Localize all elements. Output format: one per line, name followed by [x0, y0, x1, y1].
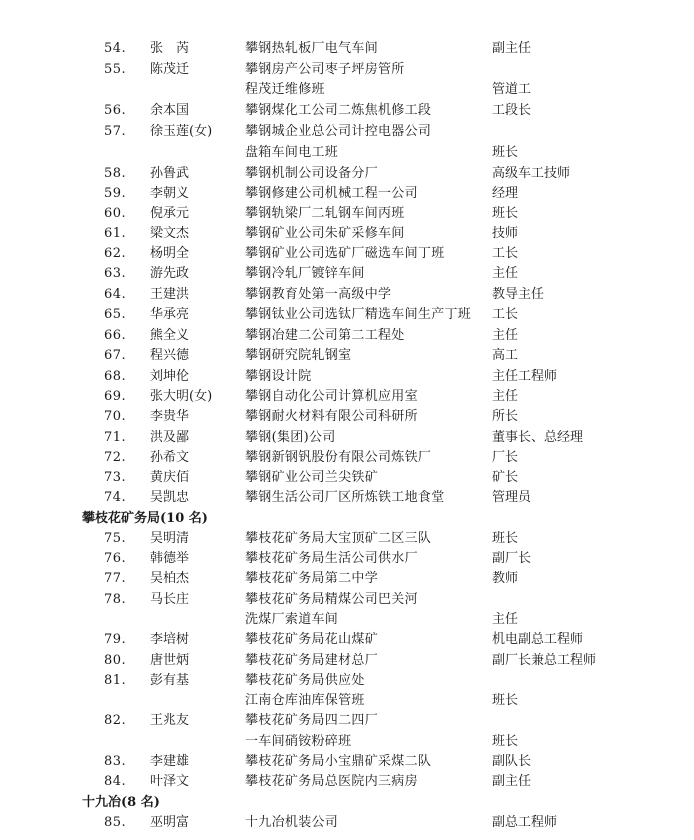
- entry-number: 66.: [104, 328, 127, 343]
- entry-number: 57.: [104, 124, 127, 139]
- person-name: 吴明清: [150, 531, 190, 546]
- list-item: [0, 39, 694, 59]
- person-name: 巫明富: [150, 815, 190, 830]
- job-title: 班长: [492, 145, 519, 160]
- work-unit: 攀钢矿业公司选矿厂磁选车间丁班: [245, 246, 445, 261]
- work-unit: 攀枝花矿务局第二中学: [245, 571, 379, 586]
- job-title: 技师: [492, 226, 519, 241]
- list-item: [0, 772, 694, 792]
- list-item: [0, 813, 694, 833]
- list-item: [0, 732, 694, 752]
- person-name: 游先政: [150, 266, 190, 281]
- work-unit: 攀钢冷轧厂镀锌车间: [245, 266, 365, 281]
- work-unit: 攀钢(集团)公司: [245, 430, 336, 445]
- person-name: 梁文杰: [150, 226, 190, 241]
- list-item: [0, 367, 694, 387]
- entry-number: 71.: [104, 430, 127, 445]
- entry-number: 62.: [104, 246, 127, 261]
- section-heading-19ye: 十九冶(8 名): [82, 795, 160, 810]
- person-name: 刘坤伦: [150, 369, 190, 384]
- work-unit: 攀钢冶建二公司第二工程处: [245, 328, 405, 343]
- list-item: [0, 651, 694, 671]
- entry-number: 83.: [104, 754, 127, 769]
- job-title: 班长: [492, 206, 519, 221]
- entry-number: 67.: [104, 348, 127, 363]
- work-unit: 攀钢生活公司厂区所炼铁工地食堂: [245, 490, 445, 505]
- job-title: 班长: [492, 531, 519, 546]
- entry-number: 59.: [104, 186, 127, 201]
- list-item: [0, 346, 694, 366]
- person-name: 唐世炳: [150, 653, 190, 668]
- list-item: [0, 285, 694, 305]
- list-item: [0, 184, 694, 204]
- work-unit: 攀枝花矿务局小宝鼎矿采煤二队: [245, 754, 432, 769]
- list-item: [0, 60, 694, 80]
- job-title: 机电副总工程师: [492, 632, 584, 647]
- entry-number: 73.: [104, 470, 127, 485]
- job-title: 主任: [492, 612, 519, 627]
- work-unit: 盘箱车间电工班: [245, 145, 339, 160]
- entry-number: 68.: [104, 369, 127, 384]
- list-item: [0, 610, 694, 630]
- work-unit: 十九冶机装公司: [245, 815, 339, 830]
- job-title: 管道工: [492, 82, 532, 97]
- list-item: [0, 264, 694, 284]
- section-heading-panzhihua: 攀枝花矿务局(10 名): [82, 511, 208, 526]
- list-item: [0, 101, 694, 121]
- person-name: 马长庄: [150, 592, 190, 607]
- person-name: 倪承元: [150, 206, 190, 221]
- person-name: 程兴德: [150, 348, 190, 363]
- person-name: 叶泽文: [150, 774, 190, 789]
- work-unit: 攀钢耐火材料有限公司科研所: [245, 409, 418, 424]
- entry-number: 61.: [104, 226, 127, 241]
- person-name: 李培树: [150, 632, 190, 647]
- work-unit: 江南仓库油库保管班: [245, 693, 365, 708]
- work-unit: 攀枝花矿务局建材总厂: [245, 653, 379, 668]
- person-name: 吴柏杰: [150, 571, 190, 586]
- work-unit: 攀枝花矿务局精煤公司巴关河: [245, 592, 418, 607]
- work-unit: 攀枝花矿务局生活公司供水厂: [245, 551, 418, 566]
- person-name: 华承亮: [150, 307, 190, 322]
- person-name: 吴凯忠: [150, 490, 190, 505]
- job-title: 副主任: [492, 774, 532, 789]
- list-item: [0, 590, 694, 610]
- list-item: [0, 468, 694, 488]
- list-item: [0, 671, 694, 691]
- list-item: [0, 428, 694, 448]
- person-name: 洪及鄙: [150, 430, 190, 445]
- job-title: 工长: [492, 307, 519, 322]
- job-title: 主任: [492, 266, 519, 281]
- entry-number: 77.: [104, 571, 127, 586]
- list-item: [0, 224, 694, 244]
- person-name: 徐玉莲(女): [150, 124, 213, 139]
- entry-number: 60.: [104, 206, 127, 221]
- work-unit: 攀钢矿业公司朱矿采修车间: [245, 226, 405, 241]
- job-title: 副厂长: [492, 551, 532, 566]
- list-item: [0, 122, 694, 142]
- job-title: 副主任: [492, 41, 532, 56]
- person-name: 黄庆佰: [150, 470, 190, 485]
- entry-number: 58.: [104, 166, 127, 181]
- person-name: 李朝义: [150, 186, 190, 201]
- work-unit: 攀枝花矿务局总医院内三病房: [245, 774, 418, 789]
- person-name: 孙希文: [150, 450, 190, 465]
- entry-number: 76.: [104, 551, 127, 566]
- person-name: 张大明(女): [150, 389, 213, 404]
- list-item: [0, 691, 694, 711]
- list-item: [0, 244, 694, 264]
- job-title: 高级车工技师: [492, 166, 571, 181]
- list-item: [0, 80, 694, 100]
- work-unit: 洗煤厂索道车间: [245, 612, 339, 627]
- list-item: [0, 711, 694, 731]
- person-name: 李贵华: [150, 409, 190, 424]
- work-unit: 攀枝花矿务局花山煤矿: [245, 632, 379, 647]
- work-unit: 攀钢轨梁厂二轧钢车间丙班: [245, 206, 405, 221]
- list-item: [0, 549, 694, 569]
- work-unit: 攀枝花矿务局大宝顶矿二区三队: [245, 531, 432, 546]
- work-unit: 攀钢修建公司机械工程一公司: [245, 186, 418, 201]
- list-item: [0, 529, 694, 549]
- person-name: 彭有基: [150, 673, 190, 688]
- job-title: 董事长、总经理: [492, 430, 584, 445]
- work-unit: 攀钢钛业公司选钛厂精选车间生产丁班: [245, 307, 472, 322]
- list-item: [0, 164, 694, 184]
- job-title: 主任: [492, 328, 519, 343]
- work-unit: 一车间硝铵粉碎班: [245, 734, 352, 749]
- entry-number: 72.: [104, 450, 127, 465]
- list-item: [0, 488, 694, 508]
- entry-number: 69.: [104, 389, 127, 404]
- list-item: [0, 305, 694, 325]
- list-item: [0, 387, 694, 407]
- job-title: 主任: [492, 389, 519, 404]
- entry-number: 70.: [104, 409, 127, 424]
- entry-number: 78.: [104, 592, 127, 607]
- list-item: [0, 752, 694, 772]
- job-title: 教师: [492, 571, 519, 586]
- entry-number: 85.: [104, 815, 127, 830]
- entry-number: 55.: [104, 62, 127, 77]
- person-name: 熊全义: [150, 328, 190, 343]
- job-title: 副队长: [492, 754, 532, 769]
- list-item: [0, 143, 694, 163]
- job-title: 班长: [492, 734, 519, 749]
- entry-number: 65.: [104, 307, 127, 322]
- work-unit: 攀钢设计院: [245, 369, 312, 384]
- work-unit: 攀钢机制公司设备分厂: [245, 166, 379, 181]
- entry-number: 80.: [104, 653, 127, 668]
- entry-number: 56.: [104, 103, 127, 118]
- work-unit: 攀钢煤化工公司二炼焦机修工段: [245, 103, 432, 118]
- job-title: 所长: [492, 409, 519, 424]
- person-name: 余本国: [150, 103, 190, 118]
- person-name: 杨明全: [150, 246, 190, 261]
- entry-number: 54.: [104, 41, 127, 56]
- job-title: 副厂长兼总工程师: [492, 653, 597, 668]
- entry-number: 81.: [104, 673, 127, 688]
- person-name: 李建雄: [150, 754, 190, 769]
- job-title: 厂长: [492, 450, 519, 465]
- job-title: 经理: [492, 186, 519, 201]
- person-name: 陈茂迁: [150, 62, 190, 77]
- job-title: 工长: [492, 246, 519, 261]
- person-name: 王建洪: [150, 287, 190, 302]
- job-title: 矿长: [492, 470, 519, 485]
- work-unit: 攀钢热轧板厂电气车间: [245, 41, 379, 56]
- job-title: 管理员: [492, 490, 532, 505]
- work-unit: 攀钢研究院轧钢室: [245, 348, 352, 363]
- entry-number: 79.: [104, 632, 127, 647]
- job-title: 副总工程师: [492, 815, 558, 830]
- work-unit: 攀钢矿业公司兰尖铁矿: [245, 470, 379, 485]
- work-unit: 攀钢自动化公司计算机应用室: [245, 389, 418, 404]
- entry-number: 63.: [104, 266, 127, 281]
- person-name: 张 芮: [150, 41, 190, 56]
- work-unit: 攀枝花矿务局四二四厂: [245, 713, 379, 728]
- person-name: 韩德举: [150, 551, 190, 566]
- work-unit: 程茂迁维修班: [245, 82, 325, 97]
- list-item: [0, 569, 694, 589]
- list-item: [0, 407, 694, 427]
- person-name: 孙鲁武: [150, 166, 190, 181]
- work-unit: 攀钢教育处第一高级中学: [245, 287, 392, 302]
- entry-number: 75.: [104, 531, 127, 546]
- job-title: 工段长: [492, 103, 532, 118]
- work-unit: 攀钢房产公司枣子坪房管所: [245, 62, 405, 77]
- job-title: 教导主任: [492, 287, 545, 302]
- work-unit: 攀钢新钢钒股份有限公司炼铁厂: [245, 450, 432, 465]
- entry-number: 74.: [104, 490, 127, 505]
- list-item: [0, 630, 694, 650]
- list-item: [0, 448, 694, 468]
- list-item: [0, 204, 694, 224]
- person-name: 王兆友: [150, 713, 190, 728]
- work-unit: 攀钢城企业总公司计控电器公司: [245, 124, 432, 139]
- entry-number: 82.: [104, 713, 127, 728]
- job-title: 高工: [492, 348, 519, 363]
- work-unit: 攀枝花矿务局供应处: [245, 673, 365, 688]
- job-title: 主任工程师: [492, 369, 558, 384]
- list-item: [0, 326, 694, 346]
- job-title: 班长: [492, 693, 519, 708]
- entry-number: 64.: [104, 287, 127, 302]
- entry-number: 84.: [104, 774, 127, 789]
